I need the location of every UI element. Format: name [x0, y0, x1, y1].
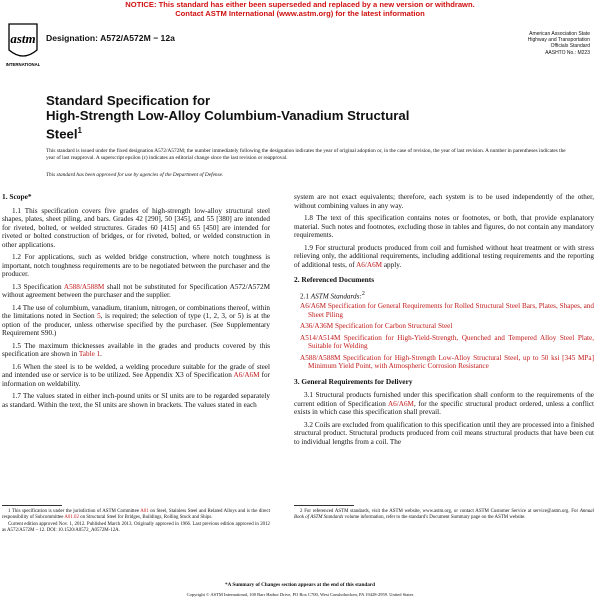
paragraph-1-6: 1.6 When the steel is to be welded, a welding procedure suitable for the grade of steel and intended use or service is to be utilized. See Appendix X3 of Specification A6/A6M for information on weldability. [2, 362, 270, 388]
right-column [294, 193, 594, 450]
paragraph-1-7: 1.7 The values stated in either inch-pound units or SI units are to be regarded separately as standard. Within the text, the SI units are shown in brackets. The values stated in each [2, 392, 270, 409]
ref-code-link[interactable]: A588/A588M [300, 353, 341, 362]
paragraph-1-9: 1.9 For structural products produced from coil and furnished without heat treatment or with stress relieving only, the additional requirements, including additional testing requirements and the reporting of additional tests, of A6/A6M apply. [294, 243, 594, 269]
aashto-line: Officials Standard [550, 43, 590, 50]
footnote-ref-2[interactable]: 2 [361, 290, 365, 297]
designation: Designation: A572/A572M − 12a [46, 33, 175, 43]
paragraph-1-4: 1.4 The use of columbium, vanadium, titanium, nitrogen, or combinations thereof, within the limitations noted in Section 5, is required; the selection of type (1, 2, 3, or 5) is at the option of the producer, unless otherwise specified by the purchaser. (See Supplementary Requirement S90.) [2, 303, 270, 337]
title-line-2: High-Strength Low-Alloy Columbium-Vanadium Structural [46, 108, 410, 123]
link-a588[interactable]: A588/A588M [63, 282, 105, 291]
title-line-1: Standard Specification for [46, 93, 211, 108]
astm-standards-label: 2.1 ASTM Standards:$^2$ [300, 290, 365, 300]
reference-item: A588/A588M Specification for High-Strength Low-Alloy Structural Steel, up to 50 ksi [345 MPa] Minimum Yield Point, with Atmospheric Corrosion Resistance [300, 353, 594, 371]
left-column [2, 193, 270, 413]
link-table-1[interactable]: Table 1 [78, 350, 101, 358]
supersede-notice [0, 0, 600, 18]
title-line-3: Steel$^1$ [46, 126, 82, 142]
footnote-2: 2 For referenced ASTM standards, visit the ASTM website, www.astm.org, or contact ASTM Customer Service at service@astm.org. For Annual Book of ASTM Standards volume information, refer to the standard's Document Summary page on the ASTM website. [294, 509, 594, 520]
issuance-note: This standard is issued under the fixed designation A572/A572M; the number immediately following the designation indicates the year of original adoption or, in the case of revision, the year of last revision. A number in parentheses indicates the year of last reapproval. A superscript epsilon (ε) indicates an editorial change since the last revision or reapproval. [46, 148, 566, 161]
link-a6[interactable]: A6/A6M [387, 399, 414, 408]
link-a6[interactable]: A6/A6M [356, 260, 383, 269]
paragraph-1-5: 1.5 The maximum thicknesses available in the grades and products covered by this specification are shown in Table 1. [2, 341, 270, 358]
aashto-line: AASHTO No.: M223 [545, 49, 590, 56]
footnote-1-edition: Current edition approved Nov. 1, 2012. Published March 2013. Originally approved in 1966. Last previous edition approved in 2012 as A572/A572M – 12. DOI: 10.1520/A0572_A0572M-12A. [2, 522, 270, 533]
summary-of-changes-note: *A Summary of Changes section appears at the end of this standard [224, 582, 375, 588]
notice-line-2: Contact ASTM International (www.astm.org) for the latest information [175, 9, 425, 18]
ref-code-link[interactable]: A514/A514M [300, 333, 341, 342]
section-heading-scope: 1. Scope* [2, 192, 32, 201]
ref-code-link[interactable]: A6/A6M [300, 302, 326, 311]
aashto-line: Highway and Transportation [527, 37, 590, 44]
paragraph-1-7-continued: system are not exact equivalents; therefore, each system is to be used independently of the other, without combining values in any way. [294, 193, 594, 210]
svg-text:astm: astm [10, 31, 36, 46]
paragraph-3-2: 3.2 Coils are excluded from qualification to this specification until they are processed into a finished structural product. Structural products produced from coil means structural products that have been cut to individual lengths from a coil. The [294, 420, 594, 446]
footnote-divider [294, 505, 354, 506]
section-heading-general-requirements: 3. General Requirements for Delivery [294, 376, 413, 386]
dod-approval-note: This standard has been approved for use by agencies of the Department of Defense. [46, 172, 224, 178]
footnote-1: 1 This specification is under the jurisdiction of ASTM Committee A01 on Steel, Stainless Steel and Related Alloys and is the direct responsibility of Subcommittee A01.02 on Structural Steel for Bridges, Buildings, Rolling Stock and Ships. Current edition approved Nov. 1, 2012. Published March 2013. Originally approved in 1966. Last previous edition approved in 2012 as A572/A572M – 12. DOI: 10.1520/A0572_A0572M-12A. [2, 509, 270, 533]
paragraph-1-3: 1.3 Specification A588/A588M shall not be substituted for Specification A572/A572M without agreement between the purchaser and the supplier. [2, 282, 270, 299]
section-heading-referenced-documents: 2. Referenced Documents [294, 275, 375, 284]
astm-logo-icon [6, 22, 40, 68]
logo-label: INTERNATIONAL [6, 62, 40, 67]
ref-code-link[interactable]: A36/A36M [300, 322, 334, 331]
link-committee-a01[interactable]: A01 [140, 509, 149, 514]
reference-item: A514/A514M Specification for High-Yield-Strength, Quenched and Tempered Alloy Steel Plate, Suitable for Welding [300, 333, 594, 351]
document-title [46, 93, 486, 141]
aashto-line: American Association State [529, 31, 590, 37]
aashto-block [500, 31, 590, 56]
link-a6[interactable]: A6/A6M [233, 371, 260, 379]
copyright-line: Copyright © ASTM International, 100 Barr Harbor Drive, PO Box C700, West Conshohocken, PA 19428-2959. United States [186, 592, 414, 597]
notice-line-1: NOTICE: This standard has either been superseded and replaced by a new version or withdrawn. [125, 0, 475, 9]
link-subcommittee-a0102[interactable]: A01.02 [64, 515, 79, 520]
footnote-divider [2, 505, 62, 506]
paragraph-1-1: 1.1 This specification covers five grades of high-strength low-alloy structural steel shapes, plates, sheet piling, and bars. Grades 42 [290], 50 [345], and 55 [380] are intended for riveted, bolted, or welded structures. Grades 60 [415] and 65 [450] are intended for riveted or bolted construction of bridges, or for riveted, bolted, or welded construction in other applications. [2, 206, 270, 249]
link-section-5[interactable]: 5 [97, 312, 101, 320]
reference-item: A6/A6M Specification for General Requirements for Rolled Structural Steel Bars, Plates, Shapes, and Sheet Piling [300, 302, 594, 319]
paragraph-1-8: 1.8 The text of this specification contains notes or footnotes, or both, that provide explanatory material. Such notes and footnotes, excluding those in tables and figures, do not contain any mandatory requirements. [294, 214, 594, 239]
paragraph-3-1: 3.1 Structural products furnished under this specification shall conform to the requirements of the current edition of Specification A6/A6M, for the specific structural product ordered, unless a conflict exists in which case this specification shall prevail. [294, 391, 595, 417]
paragraph-1-2: 1.2 For applications, such as welded bridge construction, where notch toughness is important, notch toughness requirements are to be negotiated between the purchaser and the producer. [2, 253, 270, 278]
title-footnote-ref[interactable]: 1 [77, 126, 82, 135]
reference-item: A36/A36M Specification for Carbon Structural Steel [300, 322, 453, 331]
